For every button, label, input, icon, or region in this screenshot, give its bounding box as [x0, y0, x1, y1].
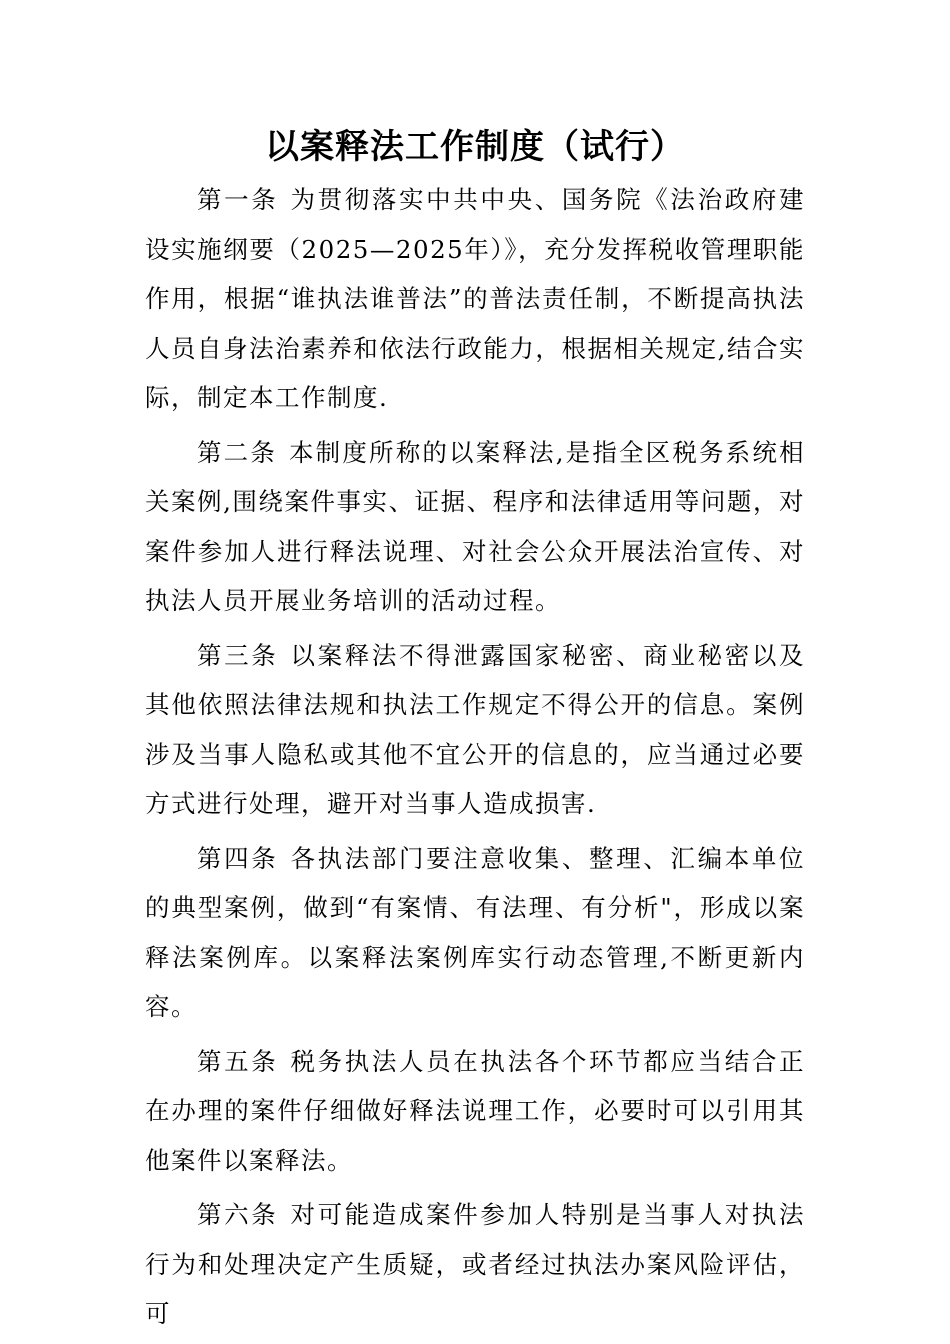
document-title: 以案释法工作制度（试行）: [265, 127, 685, 167]
article-5: [145, 1037, 805, 1186]
article-2-label: 第二条: [197, 437, 278, 467]
article-6: [145, 1190, 805, 1339]
article-6-label: 第六条: [197, 1200, 279, 1229]
article-4: [145, 834, 805, 1032]
article-4-label: 第四条: [197, 843, 279, 873]
article-3: [145, 631, 805, 829]
document-body: [145, 175, 805, 1344]
article-2: [145, 428, 805, 626]
article-1-label: 第一条: [197, 185, 279, 214]
article-2-text: 本制度所称的以案释法,是指全区税务系统相关案例,围绕案件事实、证据、程序和法律适用等问题，对案件参加人进行释法说理、对社会公众开展法治宣传、对执法人员开展业务培训的活动过程。: [145, 437, 805, 615]
article-5-label: 第五条: [197, 1046, 279, 1076]
article-6-text: 对可能造成案件参加人特别是当事人对执法行为和处理决定产生质疑，或者经过执法办案风险评估，可: [145, 1200, 806, 1328]
article-3-text: 以案释法不得泄露国家秘密、商业秘密以及其他依照法律法规和执法工作规定不得公开的信息。案例涉及当事人隐私或其他不宜公开的信息的，应当通过必要方式进行处理，避开对当事人造成损害.: [145, 640, 806, 818]
article-4-text: 各执法部门要注意收集、整理、汇编本单位的典型案例，做到“有案情、有法理、有分析"，形成以案释法案例库。以案释法案例库实行动态管理,不断更新内容。: [145, 843, 806, 1021]
article-5-text: 税务执法人员在执法各个环节都应当结合正在办理的案件仔细做好释法说理工作，必要时可以引用其他案件以案释法。: [145, 1046, 806, 1175]
article-1: [145, 175, 805, 423]
article-3-label: 第三条: [197, 640, 279, 670]
article-1-text: 为贯彻落实中共中央、国务院《法治政府建设实施纲要（2025—2025年）》，充分发挥税收管理职能作用，根据“谁执法谁普法”的普法责任制，不断提高执法人员自身法治素养和依法行政能力，根据相关规定,结合实际，制定本工作制度.: [145, 185, 806, 412]
